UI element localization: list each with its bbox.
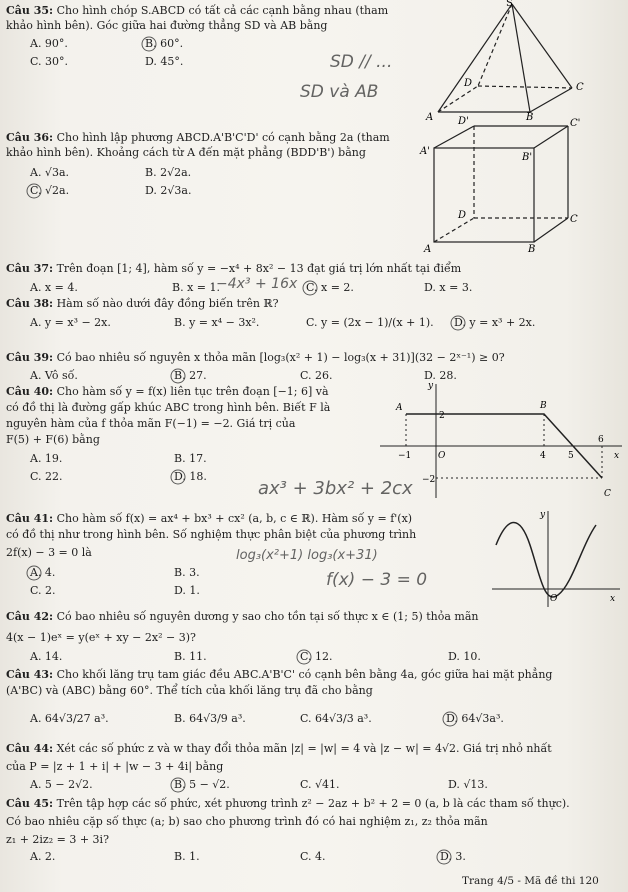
q41-line1: Câu 41: Cho hàm số f(x) = ax⁴ + bx³ + cx² (a, b, c ∈ ℝ). Hàm số y = f'(x) (6, 512, 413, 525)
q35-line2: khảo hình bên). Góc giữa hai đường thẳng SD và AB bằng (6, 19, 328, 32)
q44-option-a: A. 5 − 2√2. (30, 778, 93, 791)
q37-line: Câu 37: Trên đoạn [1; 4], hàm số y = −x⁴ + 8x² − 13 đạt giá trị lớn nhất tại điểm (6, 262, 462, 275)
graph-label-c: C (604, 489, 611, 499)
derivative-label-x: x (610, 594, 616, 604)
cube-label-d: D (458, 210, 467, 221)
graph-tick-4: 4 (540, 451, 546, 461)
graph-label-origin: O (438, 451, 446, 461)
q40-line2: có đồ thị là đường gấp khúc ABC trong hình bên. Biết F là (6, 401, 331, 414)
graph-tick-minus2: −2 (422, 475, 436, 485)
graph-label-a: A (396, 403, 403, 413)
q37-option-a: A. x = 4. (30, 281, 78, 294)
q37-handwriting: −4x³ + 16x (216, 276, 298, 292)
pyramid-label-a: A (426, 112, 434, 120)
q38-line: Câu 38: Hàm số nào dưới đây đồng biến trên ℝ? (6, 297, 279, 310)
graph-tick-minus1: −1 (398, 451, 412, 461)
q42-line2: 4(x − 1)eˣ = y(eˣ + xy − 2x² − 3)? (6, 631, 196, 644)
q39-option-b: B. 27. (174, 369, 207, 382)
q38-option-a: A. y = x³ − 2x. (30, 316, 111, 329)
polyline-graph (376, 378, 626, 502)
cube-label-d1: D' (458, 116, 469, 127)
q41-option-a: A. 4. (30, 566, 56, 579)
cube-label-b1: B' (522, 152, 533, 163)
derivative-label-y: y (540, 510, 546, 520)
q35-option-a: A. 90°. (30, 37, 68, 50)
graph-tick-2: 2 (439, 411, 445, 421)
q38-option-c: C. y = (2x − 1)/(x + 1). (306, 316, 434, 329)
q41-option-b: B. 3. (174, 566, 200, 579)
q45-line2: Có bao nhiêu cặp số thực (a; b) sao cho phương trình đó có hai nghiệm z₁, z₂ thỏa mãn (6, 815, 488, 828)
q37-option-d: D. x = 3. (424, 281, 473, 294)
q45-option-a: A. 2. (30, 850, 56, 863)
q40-line1: Câu 40: Cho hàm số y = f(x) liên tục trên đoạn [−1; 6] và (6, 385, 329, 398)
derivative-label-origin: O (550, 594, 558, 604)
cube-label-a1: A' (420, 146, 430, 157)
q43-option-b: B. 64√3/9 a³. (174, 712, 246, 725)
q37-option-b: B. x = 1. (172, 281, 220, 294)
q41-line2: có đồ thị như trong hình bên. Số nghiệm thực phân biệt của phương trình (6, 528, 417, 541)
q35-option-d: D. 45°. (145, 55, 184, 68)
q42-option-a: A. 14. (30, 650, 63, 663)
q35-line1: Câu 35: Cho hình chóp S.ABCD có tất cả các cạnh bằng nhau (tham (6, 4, 389, 17)
q40-option-b: B. 17. (174, 452, 207, 465)
q41-option-c: C. 2. (30, 584, 56, 597)
q40-line3: nguyên hàm của f thỏa mãn F(−1) = −2. Giá trị của (6, 417, 296, 430)
q44-line1: Câu 44: Xét các số phức z và w thay đổi thỏa mãn |z| = |w| = 4 và |z − w| = 4√2. Giá trị nhỏ nhất (6, 742, 552, 755)
graph-tick-6: 6 (598, 435, 604, 445)
graph-label-b: B (540, 401, 547, 411)
q44-line2: của P = |z + 1 + i| + |w − 3 + 4i| bằng (6, 760, 224, 773)
q42-option-c: C. 12. (300, 650, 333, 663)
q37-option-c: C. x = 2. (306, 281, 354, 294)
pyramid-label-d: D (464, 78, 473, 89)
q39-option-a: A. Vô số. (30, 369, 78, 382)
q45-option-c: C. 4. (300, 850, 326, 863)
q36-line1: Câu 36: Cho hình lập phương ABCD.A'B'C'D' có cạnh bằng 2a (tham (6, 131, 390, 144)
q35-handwriting-2: SD và AB (300, 82, 379, 102)
q44-option-c: C. √41. (300, 778, 340, 791)
q42-option-d: D. 10. (448, 650, 481, 663)
q39-line: Câu 39: Có bao nhiêu số nguyên x thỏa mãn [log₃(x² + 1) − log₃(x + 31)](32 − 2ˣ⁻¹) ≥ 0? (6, 351, 505, 364)
q44-option-b: B. 5 − √2. (174, 778, 230, 791)
q38-option-b: B. y = x⁴ − 3x². (174, 316, 260, 329)
graph-label-x: x (614, 451, 620, 461)
cube-figure (418, 114, 618, 254)
cube-label-b: B (528, 244, 536, 254)
graph-tick-5: 5 (568, 451, 574, 461)
graph-label-y: y (428, 381, 434, 391)
cube-label-a: A (424, 244, 432, 254)
pyramid-label-b: B (526, 112, 534, 120)
q35-option-b: B. 60°. (145, 37, 184, 50)
q36-option-b: B. 2√2a. (145, 166, 192, 179)
q42-option-b: B. 11. (174, 650, 207, 663)
q42-line1: Câu 42: Có bao nhiêu số nguyên dương y sao cho tồn tại số thực x ∈ (1; 5) thỏa mãn (6, 610, 479, 623)
q38-option-d: D. y = x³ + 2x. (454, 316, 536, 329)
q43-option-a: A. 64√3/27 a³. (30, 712, 109, 725)
pyramid-label-s: S (506, 0, 513, 9)
q43-option-d: D. 64√3a³. (446, 712, 504, 725)
pyramid-figure (420, 0, 620, 120)
q40-handwriting: ax³ + 3bx² + 2cx (258, 478, 413, 499)
q35-handwriting-1: SD // ... (330, 52, 393, 72)
q36-line2: khảo hình bên). Khoảng cách từ A đến mặt phẳng (BDD'B') bằng (6, 146, 366, 159)
q45-line1: Câu 45: Trên tập hợp các số phức, xét phương trình z² − 2az + b² + 2 = 0 (a, b là các tham số thực). (6, 797, 570, 810)
q45-option-b: B. 1. (174, 850, 200, 863)
q45-line3: z₁ + 2iz₂ = 3 + 3i? (6, 833, 109, 846)
pyramid-label-c: C (576, 82, 584, 93)
q36-option-c: C. √2a. (30, 184, 70, 197)
q40-option-c: C. 22. (30, 470, 63, 483)
q36-option-d: D. 2√3a. (145, 184, 192, 197)
q43-option-c: C. 64√3/3 a³. (300, 712, 372, 725)
q41-handwriting-1: log₃(x²+1) log₃(x+31) (236, 548, 378, 563)
q44-option-d: D. √13. (448, 778, 488, 791)
cube-label-c1: C' (570, 118, 581, 129)
q43-line1: Câu 43: Cho khối lăng trụ tam giác đều ABC.A'B'C' có cạnh bên bằng 4a, góc giữa hai mặt phẳng (6, 668, 553, 681)
q45-option-d: D. 3. (440, 850, 466, 863)
q35-option-c: C. 30°. (30, 55, 69, 68)
q43-line2: (A'BC) và (ABC) bằng 60°. Thể tích của khối lăng trụ đã cho bằng (6, 684, 373, 697)
q39-option-c: C. 26. (300, 369, 333, 382)
q39-option-d: D. 28. (424, 369, 457, 382)
page-footer: Trang 4/5 - Mã đề thi 120 (462, 875, 599, 887)
derivative-graph (486, 505, 624, 610)
cube-label-c: C (570, 214, 578, 225)
q36-option-a: A. √3a. (30, 166, 69, 179)
q41-line3: 2f(x) − 3 = 0 là (6, 546, 92, 559)
q41-option-d: D. 1. (174, 584, 200, 597)
q40-line4: F(5) + F(6) bằng (6, 433, 100, 446)
q40-option-d: D. 18. (174, 470, 207, 483)
q40-option-a: A. 19. (30, 452, 63, 465)
q41-handwriting-2: f(x) − 3 = 0 (326, 570, 428, 590)
